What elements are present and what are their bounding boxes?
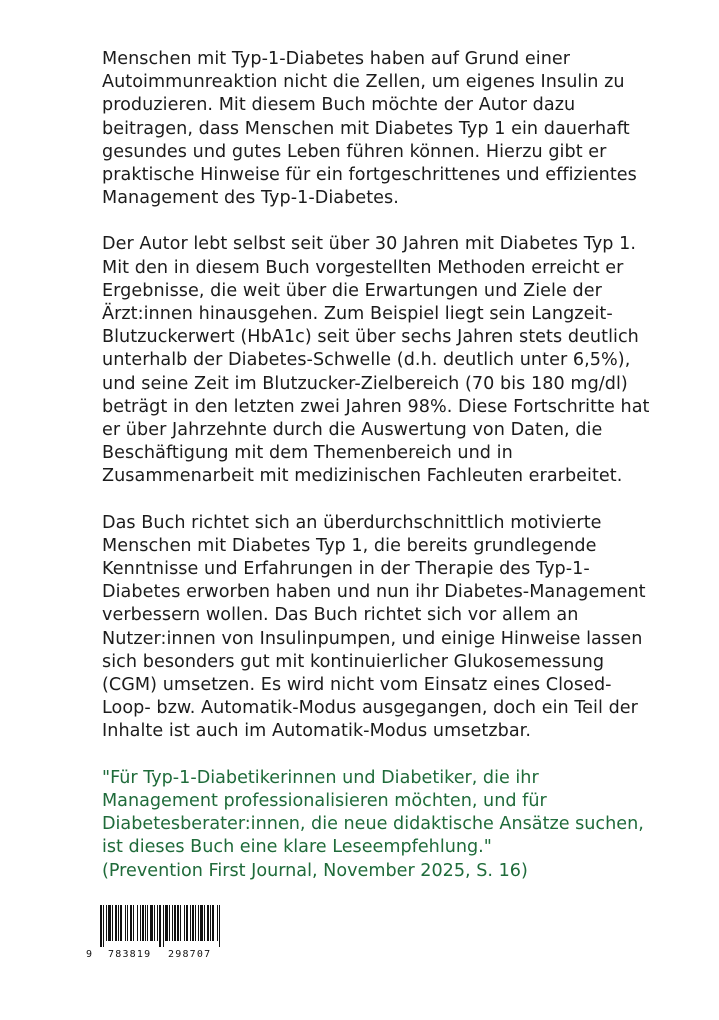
- barcode-bar: [100, 905, 102, 947]
- barcode-bar: [200, 905, 203, 941]
- barcode-bar: [180, 905, 181, 941]
- barcode-bar: [217, 905, 218, 941]
- description-paragraph-3: Das Buch richtet sich an überdurchschnittlich motivierte Menschen mit Diabetes Typ 1, die bereits grundlegende Kenntnisse und Erfahrungen in der Therapie des Typ-1- Diabetes erworben haben und nun ihr Diabetes-Management verbessern wollen. Das Buch richtet sich vor allem an Nutzer:innen von Insulinpumpen, und einige Hinweise lassen sich besonders gut mit kontinuierlicher Glukosemessung (CGM) umsetzen. Es wird nicht vom Einsatz eines Closed- Loop- bzw. Automatik-Modus ausgegangen, doch ein Teil der Inhalte ist auch im Automatik-Modus umsetzbar.: [102, 512, 646, 742]
- back-cover-text: [102, 48, 702, 883]
- barcode-bar: [137, 905, 138, 941]
- barcode-bar: [184, 905, 185, 941]
- barcode-lead-digit: 9: [86, 949, 94, 960]
- barcode-bar: [210, 905, 211, 941]
- barcode-bar: [150, 905, 153, 941]
- review-quote-text: "Für Typ-1-Diabetikerinnen und Diabetiker, die ihr Management professionalisieren möchten, und für Diabetesberater:innen, die neue didaktische Ansätze suchen, ist dieses Buch eine klare Leseempfehlung.": [102, 767, 644, 858]
- isbn-barcode: [86, 905, 231, 963]
- barcode-bar: [163, 905, 164, 947]
- barcode-bar: [145, 905, 146, 941]
- barcode-bar: [172, 905, 173, 941]
- barcode-bar: [169, 905, 170, 941]
- barcode-bar: [195, 905, 196, 941]
- barcode-bar: [147, 905, 148, 941]
- barcode-bar: [118, 905, 119, 941]
- barcode-left-digits: 783819: [108, 949, 152, 960]
- barcode-bar: [103, 905, 104, 947]
- barcode-bar: [219, 905, 220, 947]
- barcode-bar: [204, 905, 205, 941]
- barcode-bar: [192, 905, 194, 941]
- barcode-bar: [120, 905, 122, 941]
- barcode-bar: [133, 905, 134, 941]
- barcode-bar: [207, 905, 209, 941]
- barcode-bar: [190, 905, 191, 941]
- barcode-bar: [154, 905, 155, 941]
- barcode-bar: [108, 905, 111, 941]
- barcode-right-digits: 298707: [168, 949, 212, 960]
- barcode-bar: [115, 905, 117, 941]
- barcode-bar: [165, 905, 168, 941]
- review-quote: [102, 767, 702, 883]
- barcode-bar: [177, 905, 179, 941]
- description-paragraph-2: Der Autor lebt selbst seit über 30 Jahren mit Diabetes Typ 1. Mit den in diesem Buch vorgestellten Methoden erreicht er Ergebnisse, die weit über die Erwartungen und Ziele der Ärzt:innen hinausgehen. Zum Beispiel liegt sein Langzeit- Blutzuckerwert (HbA1c) seit über sechs Jahren stets deutlich unterhalb der Diabetes-Schwelle (d.h. deutlich unter 6,5%), und seine Zeit im Blutzucker-Zielbereich (70 bis 180 mg/dl) beträgt in den letzten zwei Jahren 98%. Diese Fortschritte hat er über Jahrzehnte durch die Auswertung von Daten, die Beschäftigung mit dem Themenbereich und in Zusammenarbeit mit medizinischen Fachleuten erarbeitet.: [102, 234, 650, 487]
- barcode-bar: [174, 905, 176, 941]
- barcode-bar: [106, 905, 107, 941]
- review-quote-source: (Prevention First Journal, November 2025, S. 16): [102, 860, 528, 881]
- barcode-bar: [112, 905, 113, 941]
- barcode-bar: [130, 905, 132, 941]
- barcode-bar: [186, 905, 188, 941]
- barcode-bar: [159, 905, 161, 947]
- barcode-bar: [198, 905, 199, 941]
- barcode-bars: [100, 905, 224, 947]
- barcode-bar: [212, 905, 214, 941]
- barcode-bar: [157, 905, 158, 941]
- barcode-bar: [142, 905, 144, 941]
- barcode-bar: [125, 905, 126, 941]
- barcode-bar: [140, 905, 141, 941]
- barcode-bar: [127, 905, 128, 941]
- description-paragraph-1: Menschen mit Typ-1-Diabetes haben auf Grund einer Autoimmunreaktion nicht die Zellen, um eigenes Insulin zu produzieren. Mit diesem Buch möchte der Autor dazu beitragen, dass Menschen mit Diabetes Typ 1 ein dauerhaft gesundes und gutes Leben führen können. Hierzu gibt er praktische Hinweise für ein fortgeschrittenes und effizientes Management des Typ-1-Diabetes.: [102, 49, 637, 209]
